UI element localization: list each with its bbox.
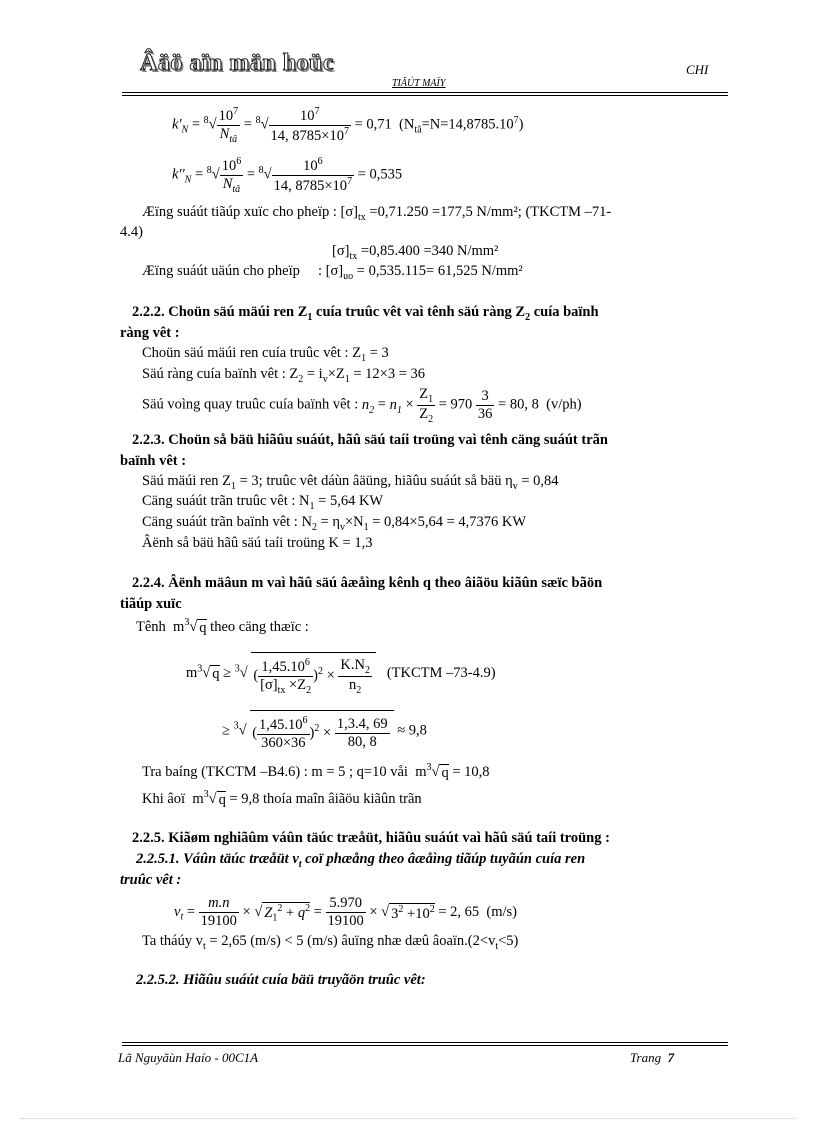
section-2-2-2-title-2: ràng vêt :: [120, 325, 180, 341]
s224-line-2: Tra baíng (TKCTM –B4.6) : m = 5 ; q=10 våi $m^3√$ q = 10,8: [142, 762, 490, 781]
s224-line-3: Khi âoï $m^3√$ q = 9,8 thoía maîn âiãöu kiãûn trãn: [142, 789, 422, 808]
header-title: Âäö aïn män hoüc: [140, 50, 335, 76]
header-right: CHI: [686, 62, 709, 77]
formula-kN2: $k''_N = ^8√$ $\frac{10^6}{N_{tâ}}$ = $^8$√ $\frac{10^6}{14, 8785\times 10^7}$ = 0,535: [172, 156, 403, 195]
s224-formula-1: $m^3√$ q ≥ $^3$√ ( $\frac{1,45.10^6}{[\sigma]_{tx} \times Z_2}$ )$^2$ × $\frac{K.N_2}{n_2}$ (TKCTM –73-4.9): [186, 652, 496, 696]
formula-kN1: $k'_N = ^8√$ $\frac{10^7}{N_{tâ}}$ = $^8$√ $\frac{10^7}{14, 8785\times 10^7}$ = 0,71 $(N_{tâ}=N=14,8785.10^7)$: [172, 106, 524, 145]
s2251-line-1: Ta tháúy $v_t = 2,65$ (m/s) < 5 (m/s) âuïng nhæ dæû $âoaïn.(2<v_t<5)$: [142, 933, 519, 952]
section-2-2-2-title: 2.2.2. Choün säú mäúi ren $Z_1$ cuía truûc vêt vaì tênh säú ràng $Z_2$ cuía baïnh: [132, 304, 599, 323]
section-2-2-5-title: 2.2.5. Kiãøm nghiãûm váûn täúc træåüt, hiãûu suáút vaì hãû säú taíi troüng :: [132, 830, 610, 846]
section-2-2-5-2-title: 2.2.5.2. Hiãûu suáút cuía bäü truyãön truûc vêt:: [136, 972, 426, 988]
s222-line-3: Säú voìng quay truûc cuía baïnh vêt : $n_2 = n_1$ × $\frac{Z_1}{Z_2}$ = 970 $\frac{3}{36}$ = 80, 8 (v/ph): [142, 386, 582, 425]
header-subtitle: TIÃÚT MAÏY: [392, 78, 446, 89]
s223-line-2: Cäng suáút trãn truûc vêt : $N_1 = 5,64$ KW: [142, 493, 384, 512]
s224-formula-2: ≥ $^3$√ ( $\frac{1,45.10^6}{360\times 36}$ )$^2$ × $\frac{1,3.4, 69}{80, 8}$ ≈ 9,8: [222, 710, 427, 752]
stress-line-2: $[\sigma]_{tx} =0,85.400 =340$ N/mm²: [332, 243, 499, 262]
footer-author: Lã Nguyãùn Haío - 00C1A: [118, 1050, 259, 1065]
s2251-formula: $v_t$ = $\frac{m.n}{19100}$ × √ $Z_1^2 + q^2$ = $\frac{5.970}{19100}$ × √ $3^2 +10^2 = 2$, 65 (m/s): [174, 895, 517, 929]
section-2-2-5-1-title-2: truûc vêt :: [120, 872, 182, 888]
s224-line-1: Tênh $m^3√$ q theo cäng thæïc :: [136, 617, 309, 636]
s223-line-4: Âënh så bäü hãû säú taíi troüng K = 1,3: [142, 535, 373, 551]
s222-line-2: Säú ràng cuía baïnh vêt : $Z_2 = i_v\times Z_1 = 12\times 3 = 36$: [142, 366, 426, 385]
s222-line-1: Choün säú mäúi ren cuía truûc vêt : $Z_1 = 3$: [142, 345, 389, 364]
header-rule: [122, 92, 728, 93]
section-2-2-4-title: 2.2.4. Âënh mäâun m vaì hãû säú âæåìng kênh q theo âiãöu kiãûn sæïc bãön: [132, 575, 603, 591]
section-2-2-5-1-title: 2.2.5.1. Váûn täúc træåüt $v_t$ coï phæång theo âæåìng tiãúp tuyãún cuía ren: [136, 851, 586, 870]
s223-line-1: Säú mäúi ren $Z_1 = 3$; truûc vêt dáùn âäüng, hiãûu suáút så bäü $\eta_v = 0,84$: [142, 473, 559, 492]
footer-page: Trang 7: [630, 1050, 675, 1065]
header-rule-2: [122, 95, 728, 96]
stress-line-1: Æïng suáút tiãúp xuïc cho pheïp : $[\sigma]_{tx} =0,71.250 =177,5$ N/mm²; (TKCTM –71-: [142, 204, 612, 223]
s223-line-3: Cäng suáút trãn baïnh vêt : $N_2 = \eta_v\times N_1 = 0,84\times 5,64 = 4,7376$ KW: [142, 514, 527, 533]
footer-rule: [122, 1042, 728, 1043]
page-edge: [20, 1118, 796, 1119]
section-2-2-3-title: 2.2.3. Choün så bäü hiãûu suáút, hãû säú taíi troüng vaì tênh cäng suáút trãn: [132, 432, 608, 448]
section-2-2-4-title-2: tiãúp xuïc: [120, 596, 182, 612]
section-2-2-3-title-2: baïnh vêt :: [120, 453, 187, 469]
footer-rule-2: [122, 1045, 728, 1046]
stress-line-1b: 4.4): [120, 224, 143, 240]
stress-line-3: Æïng suáút uäún cho pheïp : $[\sigma]_{uo} = 0,535.115= 61,525$ N/mm²: [142, 263, 523, 282]
